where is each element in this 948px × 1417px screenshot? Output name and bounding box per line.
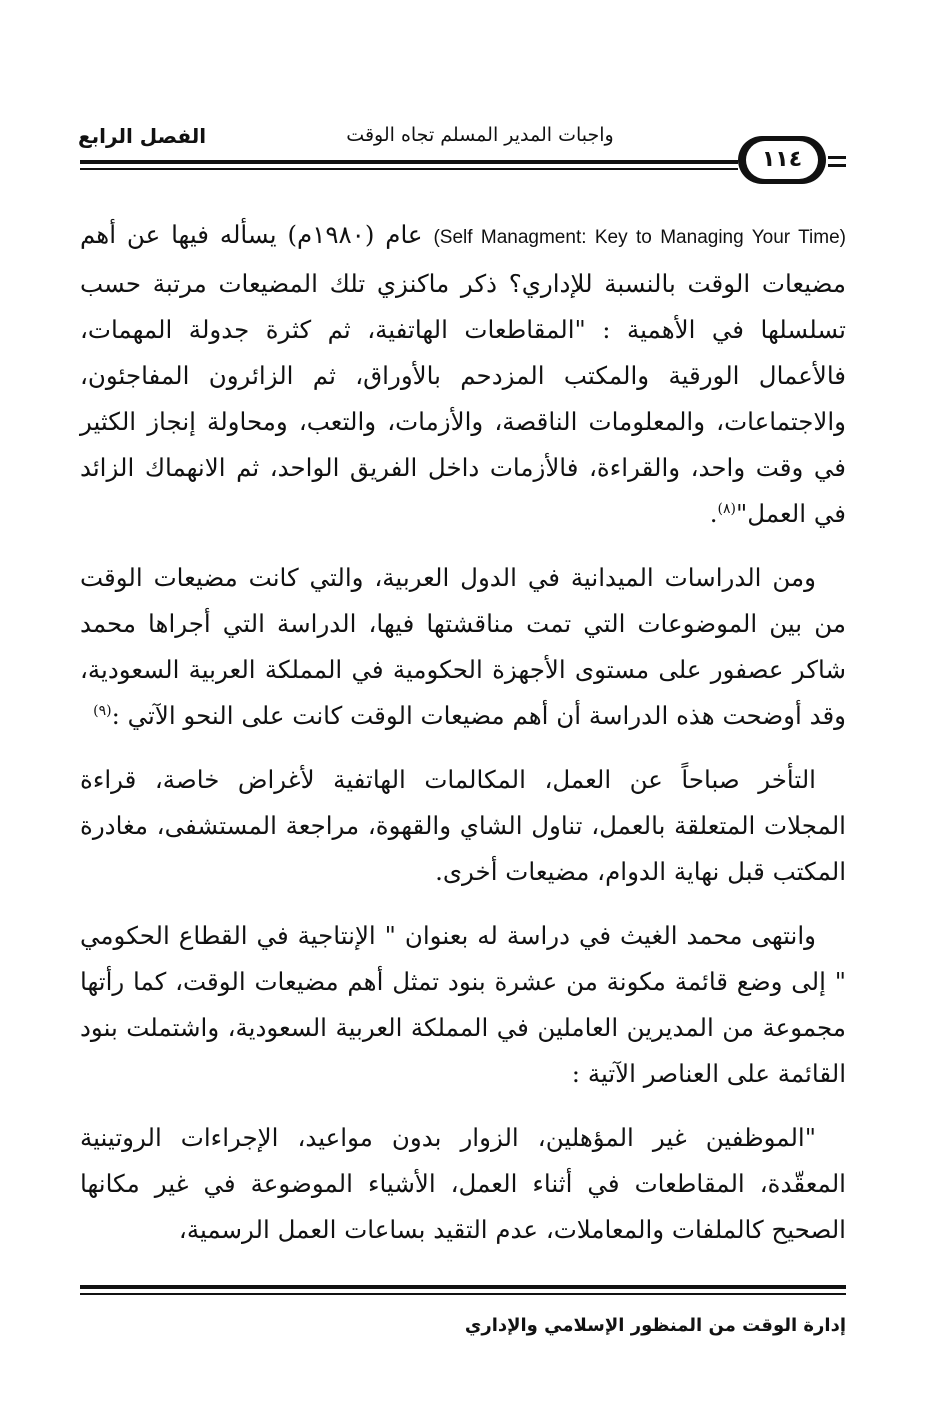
chapter-title: الفصل الرابع (78, 124, 207, 148)
paragraph-text: "الموظفين غير المؤهلين، الزوار بدون مواعيد، الإجراءات الروتينية المعقّدة، المقاطعات في أثناء العمل، الأشياء الموضوعة في غير مكانها الصحيح كالملفات والمعاملات، عدم التقيد بساعات العمل الرسمية، (80, 1123, 846, 1244)
footer-rule-thick (80, 1285, 846, 1289)
paragraph-1 (80, 212, 846, 537)
paragraph-text: ومن الدراسات الميدانية في الدول العربية، والتي كانت مضيعات الوقت من بين الموضوعات التي تمت مناقشتها فيها، الدراسة التي أجراها محمد شاكر عصفور على مستوى الأجهزة الحكومية في المملكة العربية السعودية، وقد أوضحت هذه الدراسة أن أهم مضيعات الوقت كانت على النحو الآتي : (80, 563, 846, 730)
badge-tail-line (828, 156, 846, 159)
footnote-marker: (٩) (93, 702, 112, 719)
page-number: ١١٤ (746, 141, 818, 179)
paragraph-4 (80, 913, 846, 1097)
paragraph-text: وانتهى محمد الغيث في دراسة له بعنوان " الإنتاجية في القطاع الحكومي " إلى وضع قائمة مكونة من عشرة بنود تمثل أهم مضيعات الوقت، كما رأتها مجموعة من المديرين العاملين في المملكة العربية السعودية، واشتملت بنود القائمة على العناصر الآتية : (80, 921, 846, 1088)
footer-rule-thin (80, 1293, 846, 1295)
body-text (80, 212, 846, 1271)
latin-book-title: (Self Managment: Key to Managing Your Time) (433, 227, 846, 248)
badge-tail-line (828, 164, 846, 167)
sentence-end: . (709, 499, 718, 528)
footnote-marker: (٨) (717, 500, 736, 517)
header-rule-thin (80, 168, 738, 170)
paragraph-text: التأخر صباحاً عن العمل، المكالمات الهاتفية لأغراض خاصة، قراءة المجلات المتعلقة بالعمل، تناول الشاي والقهوة، مراجعة المستشفى، مغادرة المكتب قبل نهاية الدوام، مضيعات أخرى. (80, 765, 846, 886)
paragraph-5 (80, 1115, 846, 1253)
paragraph-3 (80, 757, 846, 895)
paragraph-2 (80, 555, 846, 739)
paragraph-text: عام (١٩٨٠م) يسأله فيها عن أهم مضيعات الوقت بالنسبة للإداري؟ ذكر ماكنزي تلك المضيعات مرتبة حسب تسلسلها في الأهمية : "المقاطعات الهاتفية، ثم كثرة جدولة المهمات، فالأعمال الورقية والمكتب المزدحم بالأوراق، ثم الزائرون المفاجئون، والاجتماعات، والمعلومات الناقصة، والأزمات، والتعب، ومحاولة إنجاز الكثير في وقت واحد، والقراءة، فالأزمات داخل الفريق الواحد، ثم الانهماك الزائد في العمل" (80, 220, 846, 528)
header-rule-thick (80, 160, 738, 164)
footer-book-title: إدارة الوقت من المنظور الإسلامي والإداري (464, 1315, 846, 1336)
running-title: واجبات المدير المسلم تجاه الوقت (346, 124, 614, 146)
page-number-badge (738, 136, 826, 184)
